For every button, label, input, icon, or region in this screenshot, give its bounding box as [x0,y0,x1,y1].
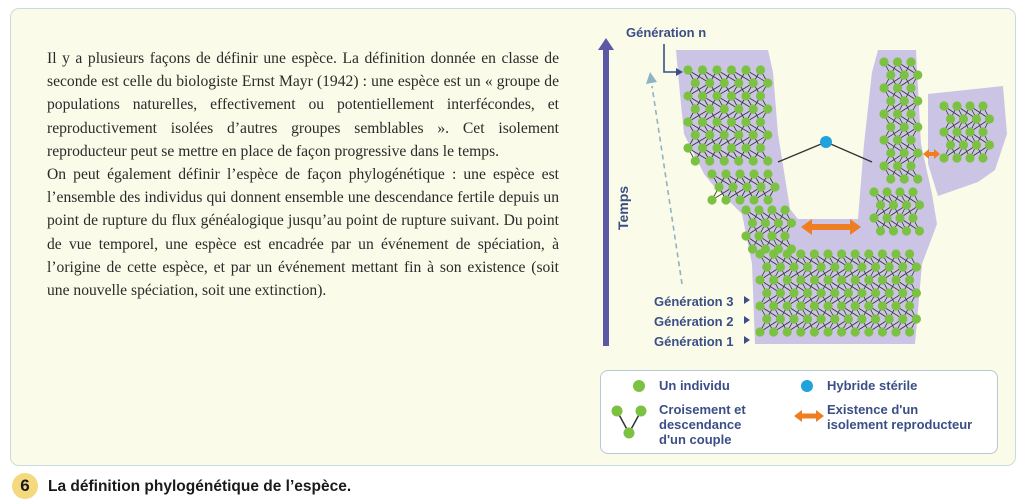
individual-dot [959,114,968,123]
time-axis-arrowhead [598,38,614,50]
individual-dot [882,213,891,222]
individual-dot [749,130,758,139]
individual-dot [683,143,692,152]
individual-dot [754,231,763,240]
individual-dot [823,275,832,284]
individual-dot [972,114,981,123]
individual-dot [879,161,888,170]
individual-dot [769,327,778,336]
individual-dot [837,301,846,310]
individual-dot [889,200,898,209]
individual-dot [885,288,894,297]
individual-dot [893,135,902,144]
individual-dot [803,262,812,271]
individual-dot [857,314,866,323]
individual-dot [893,57,902,66]
individual-dot [905,301,914,310]
individual-dot [698,65,707,74]
individual-dot [789,314,798,323]
individual-dot [830,262,839,271]
hybrid-link-left [778,142,826,162]
individual-dot [900,148,909,157]
individual-dot [913,96,922,105]
individual-dot [882,187,891,196]
individual-dot [763,169,772,178]
individual-dot [762,262,771,271]
individual-dot [905,249,914,258]
individual-dot [889,226,898,235]
individual-dot [939,153,948,162]
individual-dot [939,101,948,110]
individual-dot [871,288,880,297]
legend-box [600,370,998,454]
individual-dot [830,288,839,297]
individual-dot [712,91,721,100]
individual-dot [698,117,707,126]
individual-dot [871,262,880,271]
generation-2-marker [744,316,750,324]
individual-dot [783,249,792,258]
individual-dot [817,288,826,297]
sterile-hybrid-dot [820,136,832,148]
individual-dot [893,161,902,170]
individual-dot [906,83,915,92]
individual-dot [900,122,909,131]
individual-dot [878,301,887,310]
individual-dot [789,262,798,271]
individual-dot [886,148,895,157]
individual-dot [871,314,880,323]
individual-dot [864,275,873,284]
individual-dot [721,195,730,204]
individual-dot [734,156,743,165]
individual-dot [912,314,921,323]
individual-dot [952,153,961,162]
individual-dot [767,205,776,214]
individual-dot [837,327,846,336]
individual-dot [774,218,783,227]
generation-3-label: Génération 3 [654,294,734,309]
individual-dot [727,117,736,126]
individual-dot [898,314,907,323]
individual-dot [691,104,700,113]
individual-dot [735,195,744,204]
individual-dot [864,327,873,336]
time-dashed-arrowhead [646,72,657,84]
individual-dot [893,83,902,92]
speciation-diagram [592,14,1012,358]
individual-dot [908,213,917,222]
individual-dot [906,135,915,144]
individual-dot [851,249,860,258]
individual-dot [714,182,723,191]
individual-dot [810,301,819,310]
individual-dot [985,140,994,149]
individual-dot [698,143,707,152]
individual-dot [893,109,902,118]
individual-dot [978,153,987,162]
paragraph-phylogenetic-definition: On peut également définir l’espèce de façon phylogénétique : une espèce est l’ensemble des individus qui donnent ensemble une descendance fertile depuis un point de rupture du flux généalogique jusqu’au point de rupture suivant. Du point de vue temporel, une espèce est encadrée par un événement de spéciation, à l’origine de cette espèce, et par un événement mettant fin à son existence (soit une nouvelle spéciation, soit une extinction). [47,166,559,300]
individual-dot [789,288,798,297]
hybrid-legend-dot [801,380,813,392]
generation-n-pointer [664,44,676,72]
legend-individual-label: Un individu [659,378,730,393]
individual-dot [915,226,924,235]
individual-dot [851,275,860,284]
individual-dot [767,231,776,240]
individual-dot [879,109,888,118]
individual-dot [837,275,846,284]
time-dashed-arrow [652,86,682,284]
individual-dot [869,213,878,222]
individual-dot [734,104,743,113]
individual-dot [780,205,789,214]
individual-dot [754,205,763,214]
individual-dot [959,140,968,149]
individual-dot [886,96,895,105]
individual-dot [698,91,707,100]
generation-1-marker [744,336,750,344]
individual-dot [763,156,772,165]
individual-dot [905,275,914,284]
legend-crossing-line3: d'un couple [659,432,732,447]
individual-dot [891,249,900,258]
individual-dot [712,143,721,152]
individual-dot [769,275,778,284]
individual-dot [886,174,895,183]
individual-dot [915,200,924,209]
individual-dot [900,70,909,79]
individual-dot [878,249,887,258]
individual-dot [803,314,812,323]
individual-dot [796,301,805,310]
individual-dot [878,327,887,336]
individual-dot [769,249,778,258]
individual-dot [741,91,750,100]
individual-dot [691,78,700,87]
individual-dot [756,65,765,74]
individual-dot [776,262,785,271]
individual-dot [965,127,974,136]
individual-dot [727,91,736,100]
individual-dot [755,275,764,284]
individual-dot [691,130,700,139]
individual-dot [756,182,765,191]
individual-dot [844,262,853,271]
individual-dot [823,301,832,310]
individual-dot [906,161,915,170]
individual-dot [741,231,750,240]
individual-dot [727,143,736,152]
individual-dot [770,182,779,191]
legend-hybrid-label: Hybride stérile [827,378,918,393]
individual-dot [756,143,765,152]
individual-dot [705,130,714,139]
individual-dot [844,288,853,297]
individual-dot [952,127,961,136]
individual-dot [691,156,700,165]
generation-3-marker [744,296,750,304]
individual-dot [763,78,772,87]
individual-dot [869,187,878,196]
individual-dot [913,174,922,183]
individual-dot [735,169,744,178]
individual-dot [965,153,974,162]
individual-dot [908,187,917,196]
individual-dot [707,195,716,204]
individual-dot [749,156,758,165]
individual-dot [817,314,826,323]
individual-dot [748,244,757,253]
individual-dot [741,205,750,214]
individual-dot [902,200,911,209]
individual-dot [823,249,832,258]
individual-dot [952,101,961,110]
individual-dot [895,213,904,222]
individual-dot [755,301,764,310]
individual-dot [705,156,714,165]
individual-dot [912,288,921,297]
individual-dot [898,262,907,271]
individual-dot [780,231,789,240]
individual-dot [823,327,832,336]
individual-dot [720,130,729,139]
individual-dot [851,327,860,336]
individual-dot [885,314,894,323]
legend-isolation-line2: isolement reproducteur [827,417,973,432]
individual-dot [891,275,900,284]
individual-dot [705,78,714,87]
individual-dot [705,104,714,113]
individual-dot [683,91,692,100]
individual-dot [720,104,729,113]
individual-dot [886,70,895,79]
individual-dot [720,78,729,87]
individual-dot [783,275,792,284]
individual-dot [939,127,948,136]
individual-dot [769,301,778,310]
individual-dot [898,288,907,297]
individual-dot [985,114,994,123]
individual-dot [763,104,772,113]
individual-legend-dot [633,380,645,392]
individual-dot [787,218,796,227]
individual-dot [965,101,974,110]
individual-dot [879,57,888,66]
individual-dot [913,122,922,131]
individual-dot [946,114,955,123]
individual-dot [734,78,743,87]
caption-text: La définition phylogénétique de l’espèce. [48,478,352,495]
individual-dot [749,195,758,204]
individual-dot [891,301,900,310]
individual-dot [906,57,915,66]
individual-dot [734,130,743,139]
individual-dot [762,288,771,297]
crossing-legend-icon [609,403,649,443]
individual-dot [851,301,860,310]
legend-isolation-line1: Existence d'un [827,402,919,417]
individual-dot [912,262,921,271]
individual-dot [857,288,866,297]
individual-dot [817,262,826,271]
individual-dot [972,140,981,149]
caption-number-badge: 6 [12,473,38,499]
isolation-legend-arrow-icon [793,409,825,423]
individual-dot [879,135,888,144]
individual-dot [906,109,915,118]
main-paragraph [47,47,559,302]
individual-dot [741,65,750,74]
individual-dot [796,249,805,258]
individual-dot [755,327,764,336]
individual-dot [810,275,819,284]
individual-dot [741,143,750,152]
individual-dot [886,122,895,131]
individual-dot [876,226,885,235]
individual-dot [683,117,692,126]
individual-dot [796,275,805,284]
individual-dot [748,218,757,227]
individual-dot [895,187,904,196]
individual-dot [830,314,839,323]
individual-dot [749,169,758,178]
individual-dot [902,226,911,235]
individual-dot [721,169,730,178]
individual-dot [891,327,900,336]
individual-dot [776,288,785,297]
individual-dot [783,327,792,336]
individual-dot [783,301,792,310]
legend-crossing-line2: descendance [659,417,742,432]
individual-dot [913,148,922,157]
individual-dot [978,101,987,110]
individual-dot [683,65,692,74]
individual-dot [946,140,955,149]
generation-1-label: Génération 1 [654,334,734,349]
individual-dot [803,288,812,297]
individual-dot [712,65,721,74]
individual-dot [756,91,765,100]
individual-dot [756,117,765,126]
individual-dot [879,83,888,92]
individual-dot [837,249,846,258]
individual-dot [796,327,805,336]
generation-2-label: Génération 2 [654,314,734,329]
paragraph-mayr-definition: Il y a plusieurs façons de définir une espèce. La définition donnée en classe de seconde est celle du biologiste Ernst Mayr (1942) : une espèce est un « groupe de populations naturelles, effectivement ou potentiellement interfécondes, et reproductivement isolées d’autres groupes semblables ». Cet isolement reproducteur peut se mettre en place de façon progressive dans le temps. [47,50,559,160]
generation-n-label: Génération n [626,25,707,40]
individual-dot [755,249,764,258]
individual-dot [876,200,885,209]
individual-dot [913,70,922,79]
individual-dot [742,182,751,191]
individual-dot [905,327,914,336]
individual-dot [844,314,853,323]
individual-dot [864,301,873,310]
individual-dot [761,218,770,227]
individual-dot [857,262,866,271]
individual-dot [749,78,758,87]
individual-dot [712,117,721,126]
individual-dot [763,130,772,139]
individual-dot [900,96,909,105]
individual-dot [741,117,750,126]
individual-dot [900,174,909,183]
individual-dot [720,156,729,165]
individual-dot [776,314,785,323]
individual-dot [810,327,819,336]
individual-dot [749,104,758,113]
individual-dot [763,195,772,204]
individual-dot [810,249,819,258]
individual-dot [762,314,771,323]
individual-dot [728,182,737,191]
individual-dot [885,262,894,271]
individual-dot [864,249,873,258]
individual-dot [727,65,736,74]
individual-dot [978,127,987,136]
legend-crossing-line1: Croisement et [659,402,746,417]
individual-dot [878,275,887,284]
time-axis-label: Temps [615,185,631,231]
individual-dot [707,169,716,178]
